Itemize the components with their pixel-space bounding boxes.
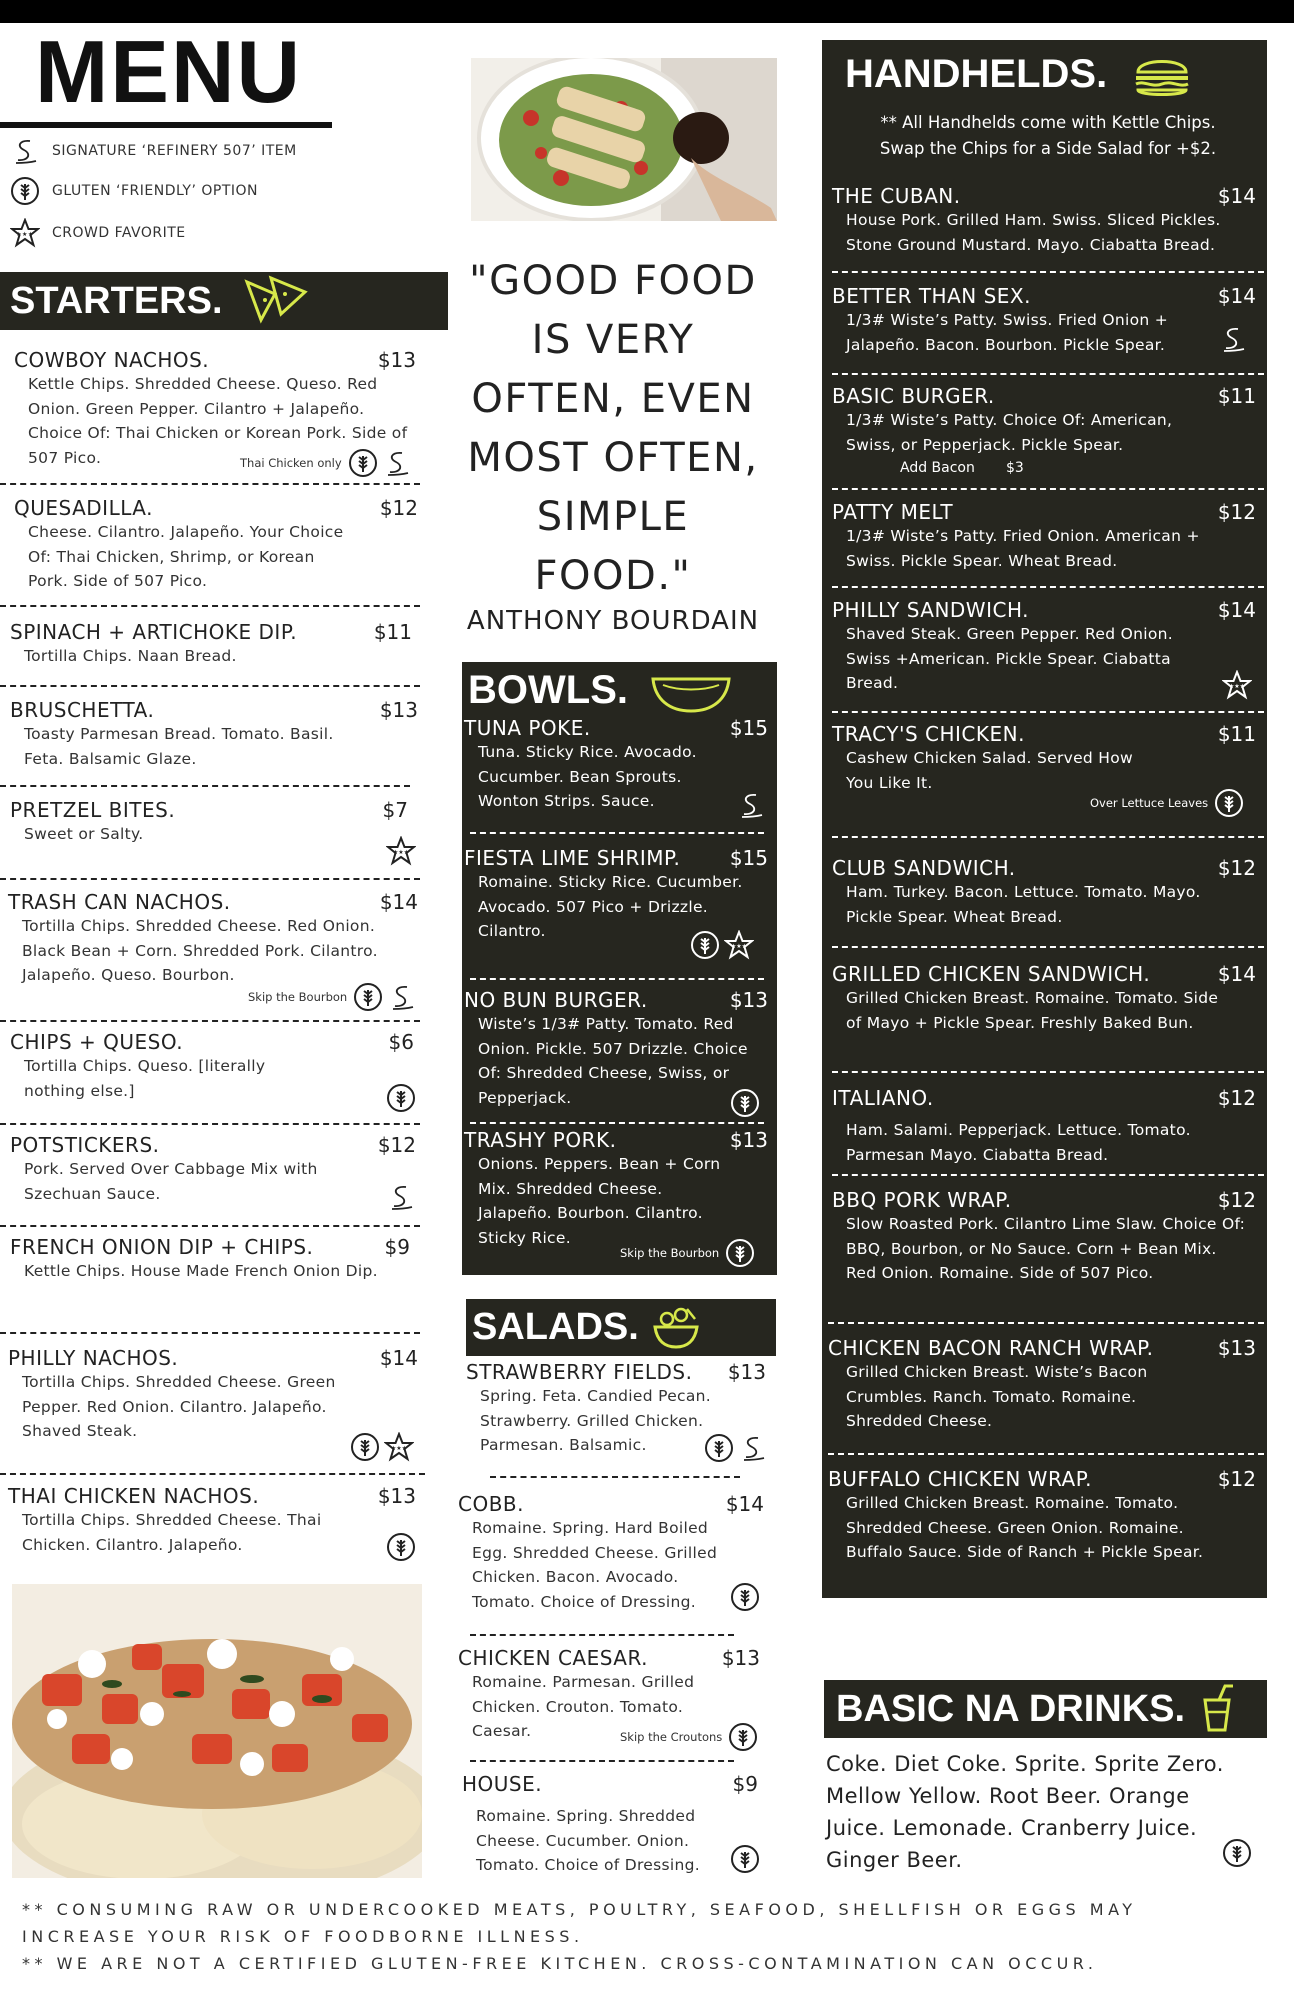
divider	[828, 1453, 1264, 1455]
item-desc: Tortilla Chips. Shredded Cheese. Green Pepper. Red Onion. Cilantro. Jalapeño. Shaved Steak.	[22, 1373, 336, 1440]
gluten-friendly-icon	[348, 448, 378, 478]
bowl-icon	[649, 669, 733, 715]
item-price: $13	[1217, 1336, 1256, 1360]
menu-item-trashy-pork	[464, 1128, 768, 1250]
item-desc: Tuna. Sticky Rice. Avocado. Cucumber. Bean Sprouts. Wonton Strips. Sauce.	[478, 743, 697, 810]
divider	[0, 1225, 420, 1227]
signature-s-icon	[386, 1182, 416, 1212]
quote-line: FOOD."	[534, 553, 692, 599]
divider	[470, 978, 764, 980]
divider	[0, 685, 420, 687]
salads-title: SALADS.	[472, 1306, 639, 1348]
crowd-favorite-star-icon	[386, 836, 416, 866]
item-name: ITALIANO.	[832, 1086, 934, 1110]
item-name: BASIC BURGER.	[832, 384, 995, 408]
quote-line: "GOOD FOOD	[469, 258, 757, 304]
item-desc: Spring. Feta. Candied Pecan. Strawberry. Grilled Chicken. Parmesan. Balsamic.	[480, 1387, 712, 1454]
item-name: FRENCH ONION DIP + CHIPS.	[10, 1235, 314, 1259]
item-desc: Slow Roasted Pork. Cilantro Lime Slaw. Choice Of: BBQ, Bourbon, or No Sauce. Corn + Bean Mix. Red Onion. Romaine. Side of 507 Pico.	[846, 1215, 1246, 1282]
item-badges	[240, 448, 412, 478]
item-name: STRAWBERRY FIELDS.	[466, 1360, 693, 1384]
item-desc: Romaine. Spring. Shredded Cheese. Cucumber. Onion. Tomato. Choice of Dressing.	[476, 1807, 700, 1874]
divider	[832, 271, 1264, 273]
item-price: $12	[379, 496, 418, 520]
item-badges	[350, 1432, 414, 1462]
gluten-friendly-icon	[730, 1582, 760, 1612]
gluten-friendly-icon	[386, 1532, 416, 1562]
item-price: $14	[1217, 184, 1256, 208]
menu-item-house	[462, 1772, 758, 1878]
menu-item-trash-can-nachos	[8, 890, 418, 988]
svg-text:★★★: ★★★	[1228, 683, 1246, 690]
item-price: $13	[729, 1128, 768, 1152]
menu-item-tuna-poke	[464, 716, 768, 814]
item-badges	[386, 1182, 416, 1212]
item-price: $11	[373, 620, 412, 644]
item-price: $12	[1217, 1086, 1256, 1110]
item-price: $7	[382, 798, 408, 822]
item-name: BUFFALO CHICKEN WRAP.	[828, 1467, 1093, 1491]
divider	[470, 832, 764, 834]
menu-item-french-onion-dip	[10, 1235, 410, 1284]
gluten-friendly-icon	[725, 1238, 755, 1268]
crowd-favorite-star-icon	[384, 1432, 414, 1462]
menu-item-basic-burger	[832, 384, 1256, 479]
divider	[0, 878, 420, 880]
quote-author: ANTHONY BOURDAIN	[466, 606, 760, 636]
handhelds-title-text: HANDHELDS.	[845, 52, 1108, 96]
item-price: $15	[729, 846, 768, 870]
menu-item-better-than-sex	[832, 284, 1256, 357]
item-desc: 1/3# Wiste’s Patty. Swiss. Fried Onion + Jalapeño. Bacon. Bourbon. Pickle Spear.	[846, 311, 1169, 354]
starters-title: STARTERS.	[10, 279, 223, 322]
item-desc: Romaine. Parmesan. Grilled Chicken. Crouton. Tomato. Caesar.	[472, 1673, 695, 1740]
menu-item-thai-chicken-nachos	[8, 1484, 416, 1557]
item-price: $15	[729, 716, 768, 740]
item-badges	[1222, 670, 1252, 700]
divider	[832, 488, 1264, 490]
svg-text:★★★: ★★★	[16, 231, 34, 238]
menu-item-quesadilla	[14, 496, 418, 594]
item-desc: Tortilla Chips. Shredded Cheese. Red Onion. Black Bean + Corn. Shredded Pork. Cilantro. Jalapeño. Queso. Bourbon.	[22, 917, 378, 984]
item-desc: 1/3# Wiste’s Patty. Fried Onion. American + Swiss. Pickle Spear. Wheat Bread.	[846, 527, 1200, 570]
item-desc: Grilled Chicken Breast. Romaine. Tomato. Shredded Cheese. Green Onion. Romaine. Buffalo Sauce. Side of Ranch + Pickle Spear.	[846, 1494, 1204, 1561]
quote-block	[455, 252, 771, 606]
bowls-title	[468, 668, 733, 715]
gluten-friendly-icon	[730, 1844, 760, 1874]
item-desc: Kettle Chips. House Made French Onion Dip.	[24, 1262, 378, 1280]
divider	[832, 373, 1264, 375]
crowd-favorite-star-icon	[724, 930, 754, 960]
item-badges	[730, 1582, 760, 1612]
menu-item-buffalo-chicken-wrap	[828, 1467, 1256, 1565]
item-desc: Sweet or Salty.	[24, 825, 144, 843]
item-price: $13	[377, 1484, 416, 1508]
item-price: $12	[1217, 856, 1256, 880]
item-name: SPINACH + ARTICHOKE DIP.	[10, 620, 298, 644]
menu-item-italiano	[832, 1086, 1256, 1167]
divider	[0, 605, 420, 607]
item-badges	[1222, 1838, 1252, 1868]
gluten-friendly-icon	[386, 1083, 416, 1113]
item-desc: Ham. Salami. Pepperjack. Lettuce. Tomato. Parmesan Mayo. Ciabatta Bread.	[846, 1121, 1191, 1164]
item-desc: Shaved Steak. Green Pepper. Red Onion. Swiss +American. Pickle Spear. Ciabatta Bread.	[846, 625, 1173, 692]
divider	[0, 1123, 420, 1125]
item-badges	[1218, 324, 1248, 354]
signature-s-icon	[382, 448, 412, 478]
item-name: BRUSCHETTA.	[10, 698, 155, 722]
item-name: PRETZEL BITES.	[10, 798, 176, 822]
gluten-friendly-icon	[690, 930, 720, 960]
gluten-friendly-icon	[353, 982, 383, 1012]
salads-header	[466, 1299, 776, 1356]
page-title: MENU	[35, 22, 303, 121]
svg-text:★★★: ★★★	[392, 849, 410, 856]
svg-text:★★★: ★★★	[390, 1445, 408, 1452]
item-desc: Onions. Peppers. Bean + Corn Mix. Shredded Cheese. Jalapeño. Bourbon. Cilantro. Sticky Rice.	[478, 1155, 721, 1247]
item-name: POTSTICKERS.	[10, 1133, 160, 1157]
item-price: $9	[732, 1772, 758, 1796]
item-badges	[386, 836, 416, 866]
menu-item-potstickers	[10, 1133, 416, 1206]
item-desc: Cashew Chicken Salad. Served How You Like It.	[846, 749, 1134, 792]
item-badges	[736, 790, 766, 820]
menu-item-grilled-chicken-sandwich	[832, 962, 1256, 1035]
item-name: CLUB SANDWICH.	[832, 856, 1016, 880]
quote-line: IS VERY	[531, 317, 695, 363]
drinks-header	[824, 1680, 1267, 1738]
signature-s-icon	[387, 982, 417, 1012]
item-badges	[620, 1238, 755, 1268]
title-underline	[0, 122, 332, 128]
salad-photo	[471, 58, 777, 221]
divider	[832, 1174, 1264, 1176]
item-name: TRASH CAN NACHOS.	[8, 890, 231, 914]
menu-item-bruschetta	[10, 698, 418, 771]
item-name: PHILLY NACHOS.	[8, 1346, 179, 1370]
item-badges	[248, 982, 417, 1012]
note-line: Swap the Chips for a Side Salad for +$2.	[879, 139, 1217, 158]
svg-text:★★★: ★★★	[730, 943, 748, 950]
item-name: HOUSE.	[462, 1772, 543, 1796]
menu-item-bbq-pork-wrap	[832, 1188, 1256, 1286]
drink-cup-icon	[1197, 1684, 1237, 1734]
handhelds-title	[845, 52, 1192, 100]
item-name: PATTY MELT	[832, 500, 954, 524]
item-price: $12	[1217, 500, 1256, 524]
menu-item-philly-sandwich	[832, 598, 1256, 696]
gluten-friendly-icon	[10, 176, 40, 206]
item-badges	[1090, 788, 1244, 818]
legend-gluten	[10, 174, 258, 208]
divider	[0, 1020, 420, 1022]
divider	[0, 483, 420, 485]
menu-item-philly-nachos	[8, 1346, 418, 1444]
menu-item-fiesta-lime-shrimp	[464, 846, 768, 944]
salad-bowl-icon	[651, 1305, 701, 1351]
item-price: $12	[1217, 1467, 1256, 1491]
menu-item-the-cuban	[832, 184, 1256, 257]
item-desc: Romaine. Sticky Rice. Cucumber. Avocado. 507 Pico + Drizzle. Cilantro.	[478, 873, 743, 940]
divider	[828, 1322, 1264, 1324]
drinks-title: BASIC NA DRINKS.	[836, 1687, 1186, 1730]
legend-label: CROWD FAVORITE	[52, 225, 186, 241]
gluten-friendly-icon	[350, 1432, 380, 1462]
item-price: $14	[725, 1492, 764, 1516]
bowls-title-text: BOWLS.	[468, 668, 628, 712]
item-price: $14	[1217, 284, 1256, 308]
badge-note: Skip the Bourbon	[248, 990, 348, 1004]
item-badges	[730, 1844, 760, 1874]
item-desc: House Pork. Grilled Ham. Swiss. Sliced Pickles. Stone Ground Mustard. Mayo. Ciabatta Bread.	[846, 211, 1221, 254]
item-name: THE CUBAN.	[832, 184, 961, 208]
item-price: $11	[1217, 384, 1256, 408]
legend-label: SIGNATURE ‘REFINERY 507’ ITEM	[52, 143, 297, 159]
legend-signature	[10, 134, 297, 168]
item-desc: Cheese. Cilantro. Jalapeño. Your Choice Of: Thai Chicken, Shrimp, or Korean Pork. Side of 507 Pico.	[28, 523, 344, 590]
burger-icon	[1132, 52, 1192, 100]
gluten-friendly-icon	[1214, 788, 1244, 818]
item-badges	[690, 930, 754, 960]
divider	[832, 586, 1264, 588]
item-name: CHICKEN BACON RANCH WRAP.	[828, 1336, 1154, 1360]
item-name: GRILLED CHICKEN SANDWICH.	[832, 962, 1151, 986]
item-badges	[704, 1433, 768, 1463]
item-name: NO BUN BURGER.	[464, 988, 648, 1012]
item-price: $13	[727, 1360, 766, 1384]
gluten-friendly-icon	[1222, 1838, 1252, 1868]
crowd-favorite-star-icon	[10, 218, 40, 248]
divider	[470, 1760, 734, 1762]
item-price: $14	[1217, 962, 1256, 986]
divider	[832, 836, 1264, 838]
item-name: BBQ PORK WRAP.	[832, 1188, 1012, 1212]
item-name: CHICKEN CAESAR.	[458, 1646, 649, 1670]
handhelds-note	[848, 110, 1248, 162]
divider	[832, 711, 1264, 713]
item-name: TUNA POKE.	[464, 716, 591, 740]
drinks-list: Coke. Diet Coke. Sprite. Sprite Zero. Mellow Yellow. Root Beer. Orange Juice. Lemonade. Cranberry Juice. Ginger Beer.	[826, 1752, 1224, 1872]
item-badges	[620, 1722, 758, 1752]
item-name: COBB.	[458, 1492, 525, 1516]
legend-label: GLUTEN ‘FRIENDLY’ OPTION	[52, 183, 259, 199]
item-desc: Tortilla Chips. Naan Bread.	[24, 647, 237, 665]
item-badges	[386, 1083, 416, 1113]
item-desc: Ham. Turkey. Bacon. Lettuce. Tomato. Mayo. Pickle Spear. Wheat Bread.	[846, 883, 1201, 926]
item-name: QUESADILLA.	[14, 496, 153, 520]
item-price: $13	[721, 1646, 760, 1670]
item-price: $9	[384, 1235, 410, 1259]
item-desc: Tortilla Chips. Queso. [literally nothing else.]	[24, 1057, 266, 1100]
item-desc: 1/3# Wiste’s Patty. Choice Of: American, Swiss, or Pepperjack. Pickle Spear.	[846, 411, 1173, 454]
item-desc: Kettle Chips. Shredded Cheese. Queso. Red Onion. Green Pepper. Cilantro + Jalapeño. Choice Of: Thai Chicken or Korean Pork. Side of 507 Pico.	[28, 375, 408, 467]
divider	[832, 946, 1264, 948]
starters-header	[0, 272, 448, 330]
gluten-friendly-icon	[728, 1722, 758, 1752]
item-price: $14	[1217, 598, 1256, 622]
badge-note: Thai Chicken only	[240, 456, 342, 470]
item-desc: Wiste’s 1/3# Patty. Tomato. Red Onion. Pickle. 507 Drizzle. Choice Of: Shredded Cheese, Swiss, or Pepperjack.	[478, 1015, 748, 1107]
item-name: TRACY'S CHICKEN.	[832, 722, 1025, 746]
signature-s-icon	[1218, 324, 1248, 354]
item-badges	[386, 1532, 416, 1562]
divider	[490, 1476, 740, 1478]
item-name: FIESTA LIME SHRIMP.	[464, 846, 681, 870]
gluten-friendly-icon	[730, 1088, 760, 1118]
footer-warning: ** CONSUMING RAW OR UNDERCOOKED MEATS, POULTRY, SEAFOOD, SHELLFISH OR EGGS MAY INCREASE YOUR RISK OF FOODBORNE ILLNESS.	[22, 1900, 1137, 1946]
crowd-favorite-star-icon	[1222, 670, 1252, 700]
menu-item-pretzel-bites	[10, 798, 408, 847]
divider	[470, 1634, 734, 1636]
item-desc: Toasty Parmesan Bread. Tomato. Basil. Feta. Balsamic Glaze.	[24, 725, 334, 768]
item-name: BETTER THAN SEX.	[832, 284, 1031, 308]
item-name: CHIPS + QUESO.	[10, 1030, 184, 1054]
item-extra: Add Bacon $3	[900, 460, 1024, 476]
bruschetta-photo	[12, 1584, 422, 1878]
signature-s-icon	[736, 790, 766, 820]
item-price: $11	[1217, 722, 1256, 746]
menu-item-no-bun-burger	[464, 988, 768, 1110]
menu-item-tracys-chicken	[832, 722, 1256, 795]
divider	[0, 1473, 425, 1475]
item-name: PHILLY SANDWICH.	[832, 598, 1029, 622]
item-price: $14	[379, 890, 418, 914]
footer-disclaimer: ** WE ARE NOT A CERTIFIED GLUTEN-FREE KITCHEN. CROSS-CONTAMINATION CAN OCCUR.	[22, 1954, 1098, 1973]
item-price: $14	[379, 1346, 418, 1370]
item-price: $13	[379, 698, 418, 722]
legend-crowd	[10, 216, 186, 250]
divider	[470, 1122, 764, 1124]
menu-item-chips-queso	[10, 1030, 414, 1103]
item-price: $13	[729, 988, 768, 1012]
badge-note: Over Lettuce Leaves	[1090, 796, 1209, 810]
item-desc: Grilled Chicken Breast. Romaine. Tomato. Side of Mayo + Pickle Spear. Freshly Baked Bun.	[846, 989, 1219, 1032]
quote-line: MOST OFTEN,	[467, 435, 759, 481]
divider	[832, 1071, 1264, 1073]
item-name: COWBOY NACHOS.	[14, 348, 210, 372]
quote-line: OFTEN, EVEN	[471, 376, 755, 422]
item-badges	[730, 1088, 760, 1118]
item-price: $13	[377, 348, 416, 372]
note-line: ** All Handhelds come with Kettle Chips.	[880, 113, 1216, 132]
item-desc: Romaine. Spring. Hard Boiled Egg. Shredded Cheese. Grilled Chicken. Bacon. Avocado. Tomato. Choice of Dressing.	[472, 1519, 718, 1611]
badge-note: Skip the Croutons	[620, 1730, 723, 1744]
signature-s-icon	[10, 136, 40, 166]
menu-item-spinach-dip	[10, 620, 412, 669]
menu-item-cobb	[458, 1492, 764, 1614]
item-name: THAI CHICKEN NACHOS.	[8, 1484, 260, 1508]
menu-item-patty-melt	[832, 500, 1256, 573]
nachos-icon	[241, 272, 311, 330]
item-name: TRASHY PORK.	[464, 1128, 617, 1152]
item-desc: Tortilla Chips. Shredded Cheese. Thai Chicken. Cilantro. Jalapeño.	[22, 1511, 322, 1554]
quote-line: SIMPLE	[536, 494, 690, 540]
divider	[0, 785, 410, 787]
menu-item-club-sandwich	[832, 856, 1256, 929]
gluten-friendly-icon	[704, 1433, 734, 1463]
badge-note: Skip the Bourbon	[620, 1246, 720, 1260]
menu-item-chicken-bacon-ranch-wrap	[828, 1336, 1256, 1434]
divider	[0, 1332, 420, 1334]
item-price: $6	[388, 1030, 414, 1054]
item-desc: Grilled Chicken Breast. Wiste’s Bacon Crumbles. Ranch. Tomato. Romaine. Shredded Cheese.	[846, 1363, 1148, 1430]
item-price: $12	[1217, 1188, 1256, 1212]
item-price: $12	[377, 1133, 416, 1157]
signature-s-icon	[738, 1433, 768, 1463]
item-desc: Pork. Served Over Cabbage Mix with Szechuan Sauce.	[24, 1160, 318, 1203]
top-bar	[0, 0, 1294, 23]
